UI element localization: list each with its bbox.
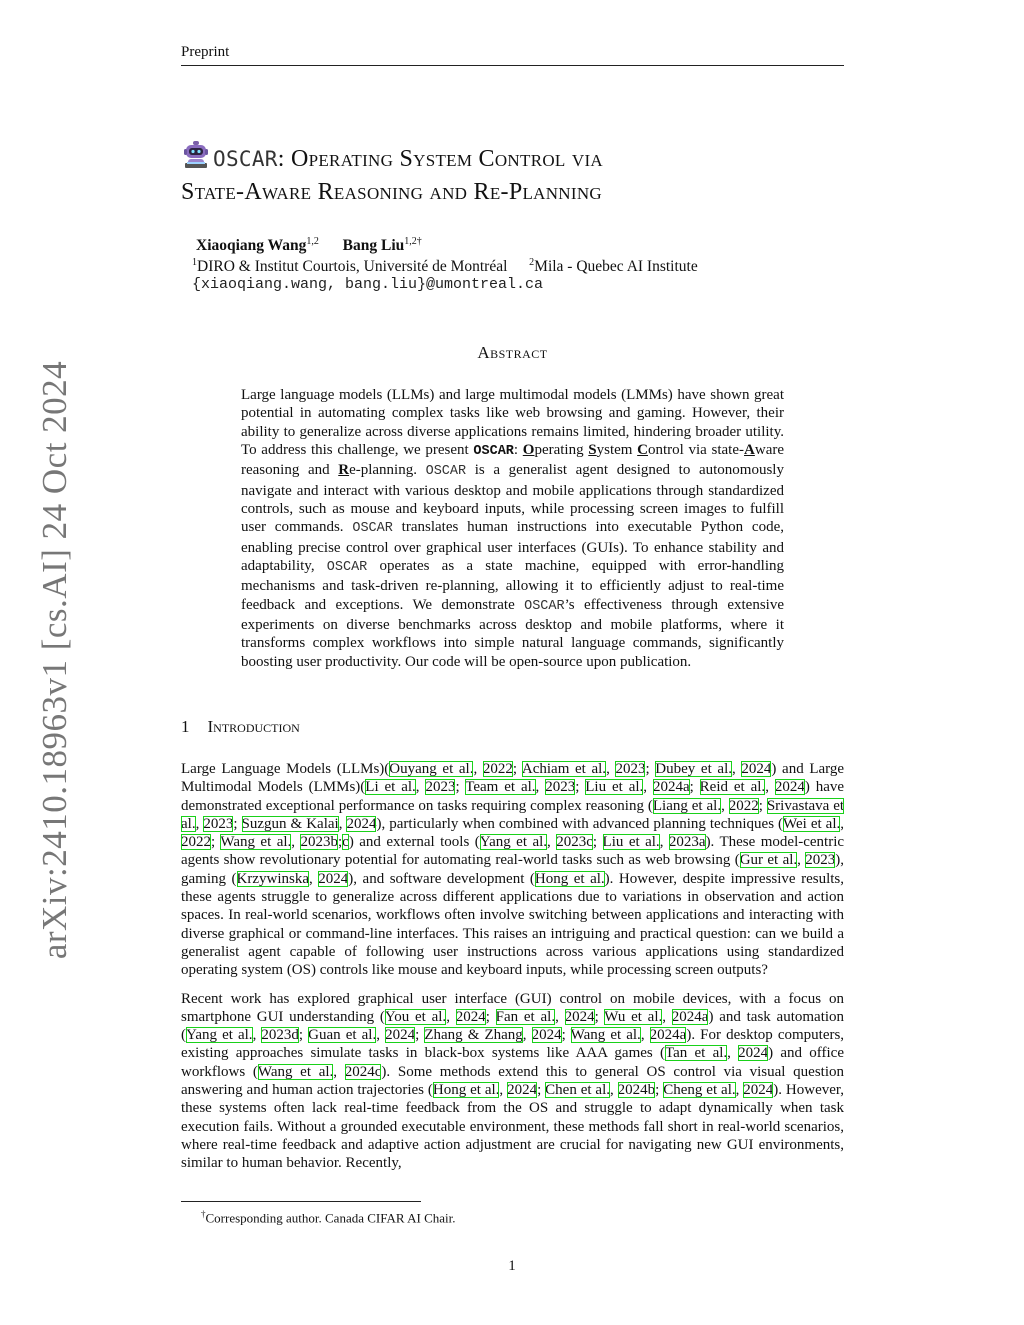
abstract-text: e-planning. — [349, 462, 426, 479]
citation-link[interactable]: Team et al. — [465, 779, 536, 796]
citation-link[interactable]: 2023d — [261, 1027, 299, 1044]
citation-link[interactable]: 2024 — [455, 1008, 486, 1025]
paragraph-text: , — [446, 1008, 456, 1025]
acronym-letter: S — [588, 442, 597, 459]
citation-link[interactable]: 2023 — [545, 779, 576, 796]
paragraph-text: ). However, these systems often lack real-time feedback from the OS and struggle to adapt dynamically when task execution fails. Without a grounded executable environment, these methods fall short in real-world scenarios, where real-time feedback and adaptive action adjustment are crucial for navigating new GUI environments, similar to human behavior. Recently, — [181, 1082, 845, 1172]
paragraph-text: ). For desktop computers, existing approaches simulate tasks in black-box systems like AAA games ( — [181, 1027, 845, 1062]
arxiv-watermark: arXiv:2410.18963v1 [cs.AI] 24 Oct 2024 — [35, 360, 74, 960]
abstract-text: ontrol via state- — [648, 442, 745, 459]
paper-title — [181, 140, 844, 209]
citation-link[interactable]: Cheng et al. — [663, 1082, 736, 1099]
citation-link[interactable]: 2023b — [300, 834, 338, 851]
paragraph-text: ), and software development ( — [348, 870, 535, 887]
title-line-1: : Operating System Control via — [277, 146, 604, 172]
affiliation-1: DIRO & Institut Courtois, Université de Montréal — [197, 258, 508, 276]
citation-link[interactable]: 2024 — [385, 1027, 416, 1044]
paragraph-text: ) and external tools ( — [348, 834, 480, 851]
author-name: Bang Liu — [342, 237, 405, 255]
affil-sup: 2 — [529, 257, 535, 268]
citation-link[interactable]: Hong et al. — [534, 870, 605, 887]
paragraph-text: ; — [512, 761, 522, 777]
paragraph-text: ), gaming ( — [181, 852, 845, 887]
robot-logo-icon — [181, 140, 211, 170]
citation-link[interactable]: Ouyang et al. — [389, 761, 474, 777]
paragraph-text: , — [415, 779, 426, 796]
footnote-mark: † — [201, 1209, 206, 1219]
abstract-text: perating — [534, 442, 589, 459]
paragraph-text: ). However, despite impressive results, these agents struggle to generalize across different applications due to variations in observation and action spaces. In real-world scenarios, workflows often involve switching between applications and interacting with diverse graphical or command-line interfaces. This raises an intriguing and practical question: can we build a generalist agent capable of following user instructions across various applications using standardized operating system (OS) controls like mouse and keyboard inputs, while processing screen outputs? — [181, 870, 845, 979]
paragraph-text: , — [473, 761, 483, 777]
citation-link[interactable]: c — [342, 834, 349, 851]
paragraph-text: , — [662, 1008, 672, 1025]
citation-link[interactable]: 2024a — [652, 779, 690, 796]
paragraph-text: , — [765, 779, 775, 796]
paragraph-text: Recent work has explored graphical user interface (GUI) control on mobile devices, with a focus on smartphone GUI understanding ( — [181, 990, 844, 1025]
acronym-letter: A — [744, 442, 755, 459]
paragraph-text: ; — [211, 834, 221, 851]
intro-body — [181, 760, 844, 1183]
citation-link[interactable]: 2022 — [181, 834, 211, 851]
citation-link[interactable]: 2023a — [668, 834, 706, 851]
citation-link[interactable]: Guan et al. — [308, 1027, 377, 1044]
abstract-text: ystem — [596, 442, 638, 459]
section-heading — [181, 717, 300, 737]
paragraph-text: ; — [689, 779, 700, 796]
abstract-text: ’s effectiveness through extensive experiments on diverse benchmarks across desktop and mobile platforms, where it transforms complex workflows into simple natural language commands, significantly boosting user productivity. Our code will be open-source upon publication. — [241, 596, 784, 670]
intro-paragraph-1 — [181, 760, 844, 980]
paragraph-text: , — [333, 1063, 345, 1080]
paragraph-text: , — [721, 797, 729, 814]
citation-link[interactable]: 2024 — [531, 1027, 562, 1044]
citation-link[interactable]: Wang et al. — [570, 1027, 641, 1044]
affiliations — [192, 257, 698, 276]
citation-link[interactable]: 2024 — [774, 779, 805, 796]
citation-link[interactable]: Gur et al. — [739, 852, 798, 869]
paragraph-text: , — [659, 834, 669, 851]
citation-link[interactable]: Fan et al. — [495, 1008, 556, 1025]
citation-link[interactable]: 2023c — [556, 834, 593, 851]
citation-link[interactable]: Suzgun & Kalai — [241, 815, 339, 832]
paragraph-text: ; — [337, 834, 343, 851]
oscar-name: OSCAR — [352, 521, 393, 537]
citation-link[interactable]: 2024 — [741, 761, 772, 777]
paragraph-text: , — [610, 1082, 618, 1099]
section-number: 1 — [181, 717, 190, 736]
footnote-text: Corresponding author. Canada CIFAR AI Chair. — [205, 1210, 456, 1226]
paragraph-text: , — [309, 870, 319, 887]
paragraph-text: ; — [485, 1008, 496, 1025]
paragraph-text: , — [376, 1027, 386, 1044]
citation-link[interactable]: 2024 — [738, 1045, 769, 1062]
abstract-text: ware reasoning and — [241, 442, 785, 479]
abstract-text: : — [513, 442, 523, 459]
citation-link[interactable]: Reid et al. — [699, 779, 766, 796]
citation-link[interactable]: You et al. — [384, 1008, 447, 1025]
citation-link[interactable]: Chen et al. — [545, 1082, 611, 1099]
citation-link[interactable]: Srivastava et al. — [181, 797, 845, 832]
paragraph-text: , — [606, 761, 616, 777]
paragraph-text: ; — [455, 779, 466, 796]
citation-link[interactable]: Yang et al. — [479, 834, 548, 851]
citation-link[interactable]: 2024c — [344, 1063, 382, 1080]
paragraph-text: ; — [233, 815, 242, 832]
oscar-name: OSCAR — [473, 444, 514, 460]
paragraph-text: , — [195, 815, 204, 832]
paragraph-text: ; — [561, 1027, 571, 1044]
paragraph-text: ; — [594, 1008, 605, 1025]
paragraph-text: , — [499, 1082, 508, 1099]
paragraph-text: , — [291, 834, 301, 851]
citation-link[interactable]: Liu et al. — [602, 834, 660, 851]
header-rule — [181, 65, 844, 66]
paragraph-text: , — [338, 815, 347, 832]
paragraph-text: ). Some methods extend this to general OS control via visual question answering and human action trajectories ( — [181, 1063, 844, 1099]
citation-link[interactable]: 2023 — [615, 761, 646, 777]
paragraph-text: ) and Large Multimodal Models (LMMs)( — [181, 761, 845, 796]
citation-link[interactable]: 2024 — [507, 1082, 538, 1099]
author-sup: 1,2† — [404, 236, 422, 247]
citation-link[interactable]: Liu et al. — [585, 779, 644, 796]
citation-link[interactable]: Yang et al. — [186, 1027, 253, 1044]
citation-link[interactable]: Hong et al. — [432, 1082, 500, 1099]
paragraph-text: ) and office workflows ( — [181, 1045, 844, 1080]
paragraph-text: , — [252, 1027, 262, 1044]
title-oscar: OSCAR — [213, 147, 278, 171]
citation-link[interactable]: 2024 — [346, 815, 377, 832]
author-sup: 1,2 — [306, 236, 319, 247]
section-title: Introduction — [207, 717, 300, 736]
oscar-name: OSCAR — [425, 464, 467, 480]
citation-link[interactable]: Dubey et al. — [655, 761, 732, 777]
citation-link[interactable]: 2024 — [318, 870, 349, 887]
author-name: Xiaoqiang Wang — [196, 237, 307, 255]
paragraph-text: ; — [655, 1082, 664, 1099]
oscar-name: OSCAR — [326, 560, 368, 576]
abstract-text: operates as a state machine, equipped with error-handling mechanisms and task-driven re-planning, allowing it to efficiently adjust to real-time feedback and exceptions. We demonstrate — [241, 558, 784, 613]
paragraph-text: , — [547, 834, 557, 851]
running-header: Preprint — [181, 44, 230, 60]
paragraph-text: , — [640, 1027, 650, 1044]
citation-link[interactable]: Krzywinska — [236, 870, 309, 887]
citation-link[interactable]: 2024a — [671, 1008, 709, 1025]
citation-link[interactable]: Wei et al. — [783, 815, 841, 832]
footnote-rule — [181, 1201, 421, 1202]
citation-link[interactable]: Wang et al. — [220, 834, 292, 851]
citation-link[interactable]: Zhang & Zhang — [424, 1027, 523, 1044]
abstract-text: translates human instructions into executable Python code, enabling precise control over graphical user interfaces (GUIs). To enhance stability and adaptability, — [241, 519, 784, 575]
oscar-name: OSCAR — [524, 598, 565, 614]
intro-paragraph-2 — [181, 990, 844, 1173]
paragraph-text: ; — [645, 761, 656, 777]
abstract-body — [241, 386, 784, 671]
paragraph-text: , — [731, 761, 742, 777]
paragraph-text: , — [643, 779, 653, 796]
citation-link[interactable]: 2024 — [564, 1008, 595, 1025]
citation-link[interactable]: Wu et al. — [604, 1008, 663, 1025]
paragraph-text: , — [797, 852, 806, 869]
paragraph-text: , — [840, 815, 845, 832]
citation-link[interactable]: 2023 — [203, 815, 234, 832]
paragraph-text: ). These model-centric agents show revolutionary potential for automating real-world tasks such as web browsing ( — [181, 834, 845, 869]
citation-link[interactable]: 2024a — [649, 1027, 687, 1044]
paragraph-text: ) have demonstrated exceptional performance on tasks requiring complex reasoning ( — [181, 779, 845, 814]
acronym-letter: O — [522, 442, 535, 459]
author-list — [196, 236, 422, 255]
citation-link[interactable]: Tan et al. — [665, 1045, 728, 1062]
affiliation-2: Mila - Quebec AI Institute — [534, 258, 698, 276]
paragraph-text: ; — [537, 1082, 546, 1099]
citation-link[interactable]: 2022 — [728, 797, 759, 814]
paragraph-text: ; — [592, 834, 603, 851]
title-line-2: State-Aware Reasoning and Re-Planning — [181, 179, 603, 205]
paragraph-text: ; — [298, 1027, 309, 1044]
paragraph-text: ) and task automation ( — [181, 1008, 845, 1044]
paragraph-text: ; — [758, 797, 767, 814]
paragraph-text: , — [727, 1045, 739, 1062]
abstract-heading: Abstract — [477, 343, 548, 362]
paragraph-text: , — [522, 1027, 532, 1044]
citation-link[interactable]: 2022 — [482, 761, 513, 777]
acronym-letter: C — [637, 442, 648, 459]
paragraph-text: Large Language Models (LLMs)( — [181, 761, 390, 777]
citation-link[interactable]: 2024 — [743, 1082, 774, 1099]
footnote — [201, 1209, 455, 1226]
citation-link[interactable]: Liang et al. — [652, 797, 722, 814]
citation-link[interactable]: Wang et al. — [257, 1063, 334, 1080]
author-emails: {xiaoqiang.wang, bang.liu}@umontreal.ca — [192, 276, 544, 293]
affil-sup: 1 — [192, 257, 197, 268]
citation-link[interactable]: Li et al. — [365, 779, 416, 796]
abstract-text: is a generalist agent designed to autonomously navigate and interact with various desktop and mobile applications through standardized controls, such as mouse and keyboard inputs, while processing screen images to fulfill user commands. — [241, 462, 784, 536]
citation-link[interactable]: 2023 — [805, 852, 836, 869]
paragraph-text: , — [735, 1082, 744, 1099]
paragraph-text: , — [535, 779, 546, 796]
paragraph-text: , — [555, 1008, 565, 1025]
citation-link[interactable]: 2023 — [425, 779, 456, 796]
abstract-text: Large language models (LLMs) and large multimodal models (LMMs) have shown great potential in automating complex tasks like web browsing and gaming. However, their ability to generalize across diverse applications remains limited, hindering broader utility. To address this challenge, we present — [241, 387, 784, 459]
citation-link[interactable]: 2024b — [617, 1082, 656, 1099]
acronym-letter: R — [338, 462, 350, 479]
paragraph-text: ), particularly when combined with advanced planning techniques ( — [376, 815, 784, 832]
page-number: 1 — [508, 1258, 516, 1274]
paragraph-text: ; — [575, 779, 586, 796]
paragraph-text: ; — [415, 1027, 425, 1044]
citation-link[interactable]: Achiam et al. — [521, 761, 607, 777]
